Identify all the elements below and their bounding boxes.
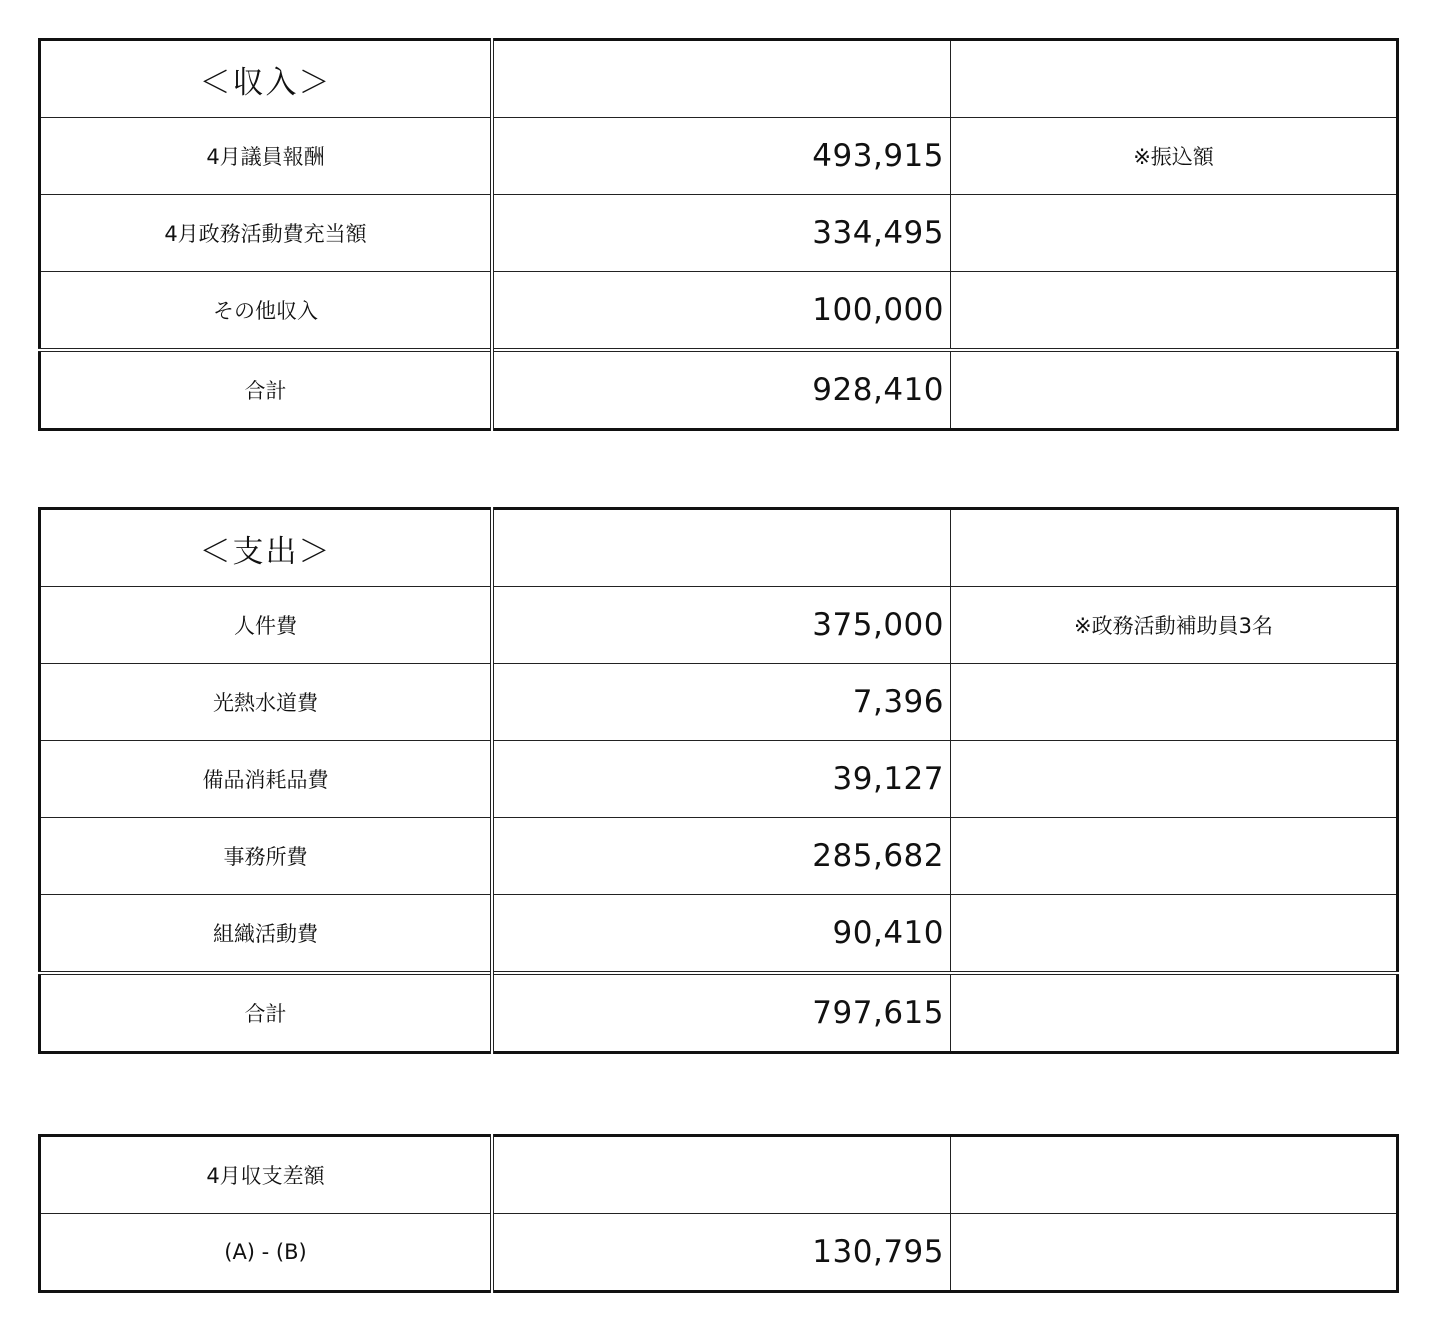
total-note [951, 973, 1398, 1053]
table-row [40, 741, 1398, 818]
income-header-row [40, 40, 1398, 118]
expense-header-note-cell [951, 509, 1398, 587]
balance-value-row [40, 1214, 1398, 1292]
total-amount: 928,410 [492, 350, 951, 430]
balance-amount: 130,795 [492, 1214, 951, 1292]
balance-empty-amount-cell [492, 1136, 951, 1214]
expense-header-amount-cell [492, 509, 951, 587]
row-note [951, 895, 1398, 974]
total-label: 合計 [40, 973, 493, 1053]
income-header-amount-cell [492, 40, 951, 118]
row-note: ※政務活動補助員3名 [951, 587, 1398, 664]
row-note [951, 195, 1398, 272]
row-note [951, 272, 1398, 351]
row-note [951, 664, 1398, 741]
income-header-note-cell [951, 40, 1398, 118]
row-note [951, 741, 1398, 818]
table-row [40, 195, 1398, 272]
table-row [40, 272, 1398, 351]
income-heading: ＜収入＞ [40, 40, 493, 118]
table-row [40, 587, 1398, 664]
row-note: ※振込額 [951, 118, 1398, 195]
row-label: 組織活動費 [40, 895, 493, 974]
expense-header-row [40, 509, 1398, 587]
balance-note-cell [951, 1214, 1398, 1292]
table-row [40, 118, 1398, 195]
row-label: 4月議員報酬 [40, 118, 493, 195]
row-note [951, 818, 1398, 895]
row-amount: 493,915 [492, 118, 951, 195]
row-amount: 39,127 [492, 741, 951, 818]
expense-table [38, 507, 1399, 1054]
row-label: その他収入 [40, 272, 493, 351]
row-amount: 7,396 [492, 664, 951, 741]
income-total-row [40, 350, 1398, 430]
income-table [38, 38, 1399, 431]
row-label: 光熱水道費 [40, 664, 493, 741]
total-label: 合計 [40, 350, 493, 430]
table-row [40, 818, 1398, 895]
row-amount: 375,000 [492, 587, 951, 664]
expense-heading: ＜支出＞ [40, 509, 493, 587]
expense-total-row [40, 973, 1398, 1053]
row-amount: 100,000 [492, 272, 951, 351]
balance-label-row [40, 1136, 1398, 1214]
table-row [40, 664, 1398, 741]
balance-table [38, 1134, 1399, 1293]
balance-label: 4月収支差額 [40, 1136, 493, 1214]
row-amount: 285,682 [492, 818, 951, 895]
row-label: 4月政務活動費充当額 [40, 195, 493, 272]
total-amount: 797,615 [492, 973, 951, 1053]
table-row [40, 895, 1398, 974]
row-amount: 90,410 [492, 895, 951, 974]
row-label: 事務所費 [40, 818, 493, 895]
total-note [951, 350, 1398, 430]
balance-formula: (A) - (B) [40, 1214, 493, 1292]
row-amount: 334,495 [492, 195, 951, 272]
row-label: 備品消耗品費 [40, 741, 493, 818]
balance-empty-note-cell [951, 1136, 1398, 1214]
row-label: 人件費 [40, 587, 493, 664]
